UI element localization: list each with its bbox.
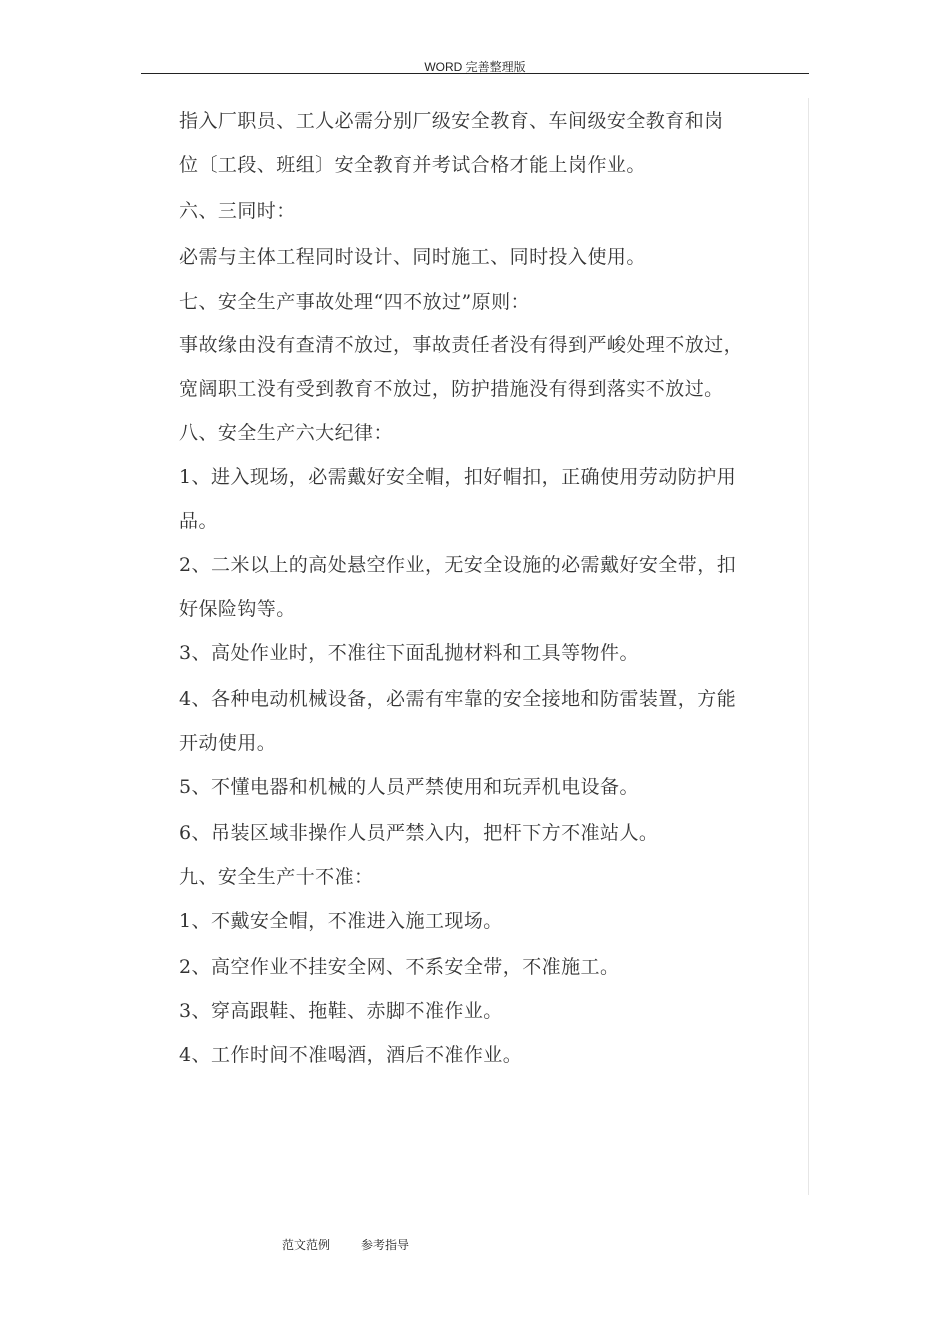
text-line: 位〔工段、班组〕安全教育并考试合格才能上岗作业。 bbox=[179, 154, 646, 176]
list-item: 2、二米以上的高处悬空作业，无安全设施的必需戴好安全带，扣 bbox=[179, 554, 737, 576]
page-header-title: WORD 完善整理版 bbox=[424, 60, 526, 74]
list-item: 4、各种电动机械设备，必需有牢靠的安全接地和防雷装置，方能 bbox=[179, 688, 737, 710]
list-item: 5、不懂电器和机械的人员严禁使用和玩弄机电设备。 bbox=[179, 776, 639, 798]
list-item: 1、进入现场，必需戴好安全帽，扣好帽扣，正确使用劳动防护用 bbox=[179, 466, 737, 488]
text-line: 开动使用。 bbox=[179, 732, 277, 754]
section-heading: 七、安全生产事故处理“四不放过”原则： bbox=[179, 291, 530, 313]
text-line: 品。 bbox=[179, 510, 218, 532]
list-item: 4、工作时间不准喝酒，酒后不准作业。 bbox=[179, 1044, 523, 1066]
list-item: 6、吊装区域非操作人员严禁入内，把杆下方不准站人。 bbox=[179, 822, 659, 844]
text-line: 必需与主体工程同时设计、同时施工、同时投入使用。 bbox=[179, 246, 646, 268]
list-item: 1、不戴安全帽，不准进入施工现场。 bbox=[179, 910, 503, 932]
list-item: 3、穿高跟鞋、拖鞋、赤脚不准作业。 bbox=[179, 1000, 503, 1022]
text-line: 宽阔职工没有受到教育不放过，防护措施没有得到落实不放过。 bbox=[179, 378, 724, 400]
text-line: 指入厂职员、工人必需分别厂级安全教育、车间级安全教育和岗 bbox=[179, 110, 724, 132]
section-heading: 九、安全生产十不准： bbox=[179, 866, 374, 888]
section-heading: 八、安全生产六大纪律： bbox=[179, 422, 393, 444]
list-item: 2、高空作业不挂安全网、不系安全带，不准施工。 bbox=[179, 956, 620, 978]
right-margin-guide bbox=[808, 98, 809, 1195]
text-line: 事故缘由没有查清不放过，事故责任者没有得到严峻处理不放过， bbox=[179, 334, 744, 356]
footer-right-label: 参考指导 bbox=[361, 1238, 410, 1252]
header-divider bbox=[141, 73, 809, 74]
section-heading: 六、三同时： bbox=[179, 200, 296, 222]
footer-left-label: 范文范例 bbox=[282, 1238, 331, 1252]
list-item: 3、高处作业时，不准往下面乱抛材料和工具等物件。 bbox=[179, 642, 639, 664]
text-line: 好保险钩等。 bbox=[179, 598, 296, 620]
